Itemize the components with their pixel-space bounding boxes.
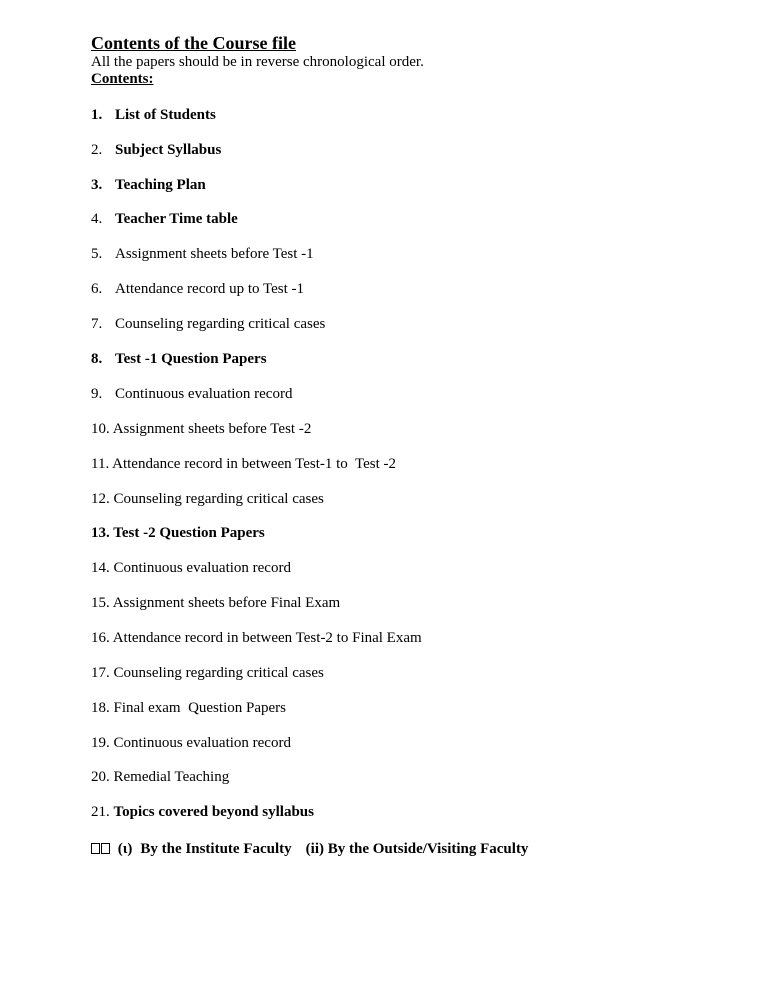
item-number: 10. <box>91 421 110 437</box>
item-text: Counseling regarding critical cases <box>113 665 324 681</box>
item-number: 18. <box>91 700 110 716</box>
list-item <box>91 141 221 159</box>
missing-glyph-icon <box>91 843 100 854</box>
list-item <box>91 768 229 786</box>
item-number: 3. <box>91 177 103 193</box>
list-item <box>91 420 311 438</box>
list-item <box>91 594 340 612</box>
item-number: 15. <box>91 595 110 611</box>
item-number: 17. <box>91 665 110 681</box>
list-item <box>91 176 206 194</box>
item-text: Assignment sheets before Test -2 <box>112 421 312 437</box>
item-number: 1. <box>91 107 103 123</box>
item-text: Teaching Plan <box>115 177 206 193</box>
item-text: Assignment sheets before Test -1 <box>115 246 314 262</box>
item-number: 6. <box>91 281 103 297</box>
item-text: Attendance record up to Test -1 <box>115 281 305 297</box>
contents-heading: Contents: <box>91 71 154 87</box>
list-item <box>91 455 396 473</box>
item-text: Topics covered beyond syllabus <box>113 804 314 820</box>
item-text: List of Students <box>115 107 216 123</box>
list-item <box>91 629 422 647</box>
item-text: Continuous evaluation record <box>113 735 291 751</box>
item-number: 8. <box>91 351 103 367</box>
list-item <box>91 245 314 263</box>
list-item <box>91 280 304 298</box>
item-number: 7. <box>91 316 103 332</box>
item-text: Attendance record in between Test-2 to Final Exam <box>112 630 422 646</box>
item-number: 2. <box>91 142 103 158</box>
item-text: Continuous evaluation record <box>113 560 291 576</box>
list-item <box>91 315 325 333</box>
subitem-outside: (ii) By the Outside/Visiting Faculty <box>305 841 529 857</box>
roman-numeral: (ι) <box>117 841 133 857</box>
item-text: Subject Syllabus <box>115 142 222 158</box>
list-item <box>91 699 286 717</box>
item-number: 20. <box>91 769 110 785</box>
item-number: 5. <box>91 246 103 262</box>
item-number: 12. <box>91 491 110 507</box>
subitems-row <box>91 840 528 858</box>
item-number: 14. <box>91 560 110 576</box>
list-item <box>91 803 314 821</box>
list-item <box>91 210 238 228</box>
document-title: Contents of the Course file <box>91 33 296 53</box>
item-number: 9. <box>91 386 103 402</box>
item-text: Continuous evaluation record <box>115 386 293 402</box>
item-text: Test -1 Question Papers <box>115 351 267 367</box>
list-item <box>91 559 291 577</box>
list-item <box>91 734 291 752</box>
list-item <box>91 524 265 542</box>
list-item <box>91 106 216 124</box>
item-number: 4. <box>91 211 103 227</box>
item-text: Teacher Time table <box>115 211 238 227</box>
item-text: Final exam Question Papers <box>113 700 286 716</box>
list-item <box>91 385 292 403</box>
document-note: All the papers should be in reverse chronological order. <box>91 54 424 70</box>
document-header <box>91 32 738 88</box>
subitem-institute: By the Institute Faculty <box>140 841 292 857</box>
item-text: Test -2 Question Papers <box>113 525 265 541</box>
list-item <box>91 490 324 508</box>
item-text: Remedial Teaching <box>113 769 230 785</box>
missing-glyph-icon <box>101 843 110 854</box>
item-text: Assignment sheets before Final Exam <box>112 595 341 611</box>
list-item <box>91 350 267 368</box>
item-number: 16. <box>91 630 110 646</box>
item-text: Counseling regarding critical cases <box>115 316 326 332</box>
item-number: 21. <box>91 804 110 820</box>
item-text: Attendance record in between Test-1 to Test -2 <box>112 456 397 472</box>
item-number: 19. <box>91 735 110 751</box>
item-text: Counseling regarding critical cases <box>113 491 324 507</box>
list-item <box>91 664 324 682</box>
item-number: 13. <box>91 525 110 541</box>
item-number: 11. <box>91 456 110 472</box>
